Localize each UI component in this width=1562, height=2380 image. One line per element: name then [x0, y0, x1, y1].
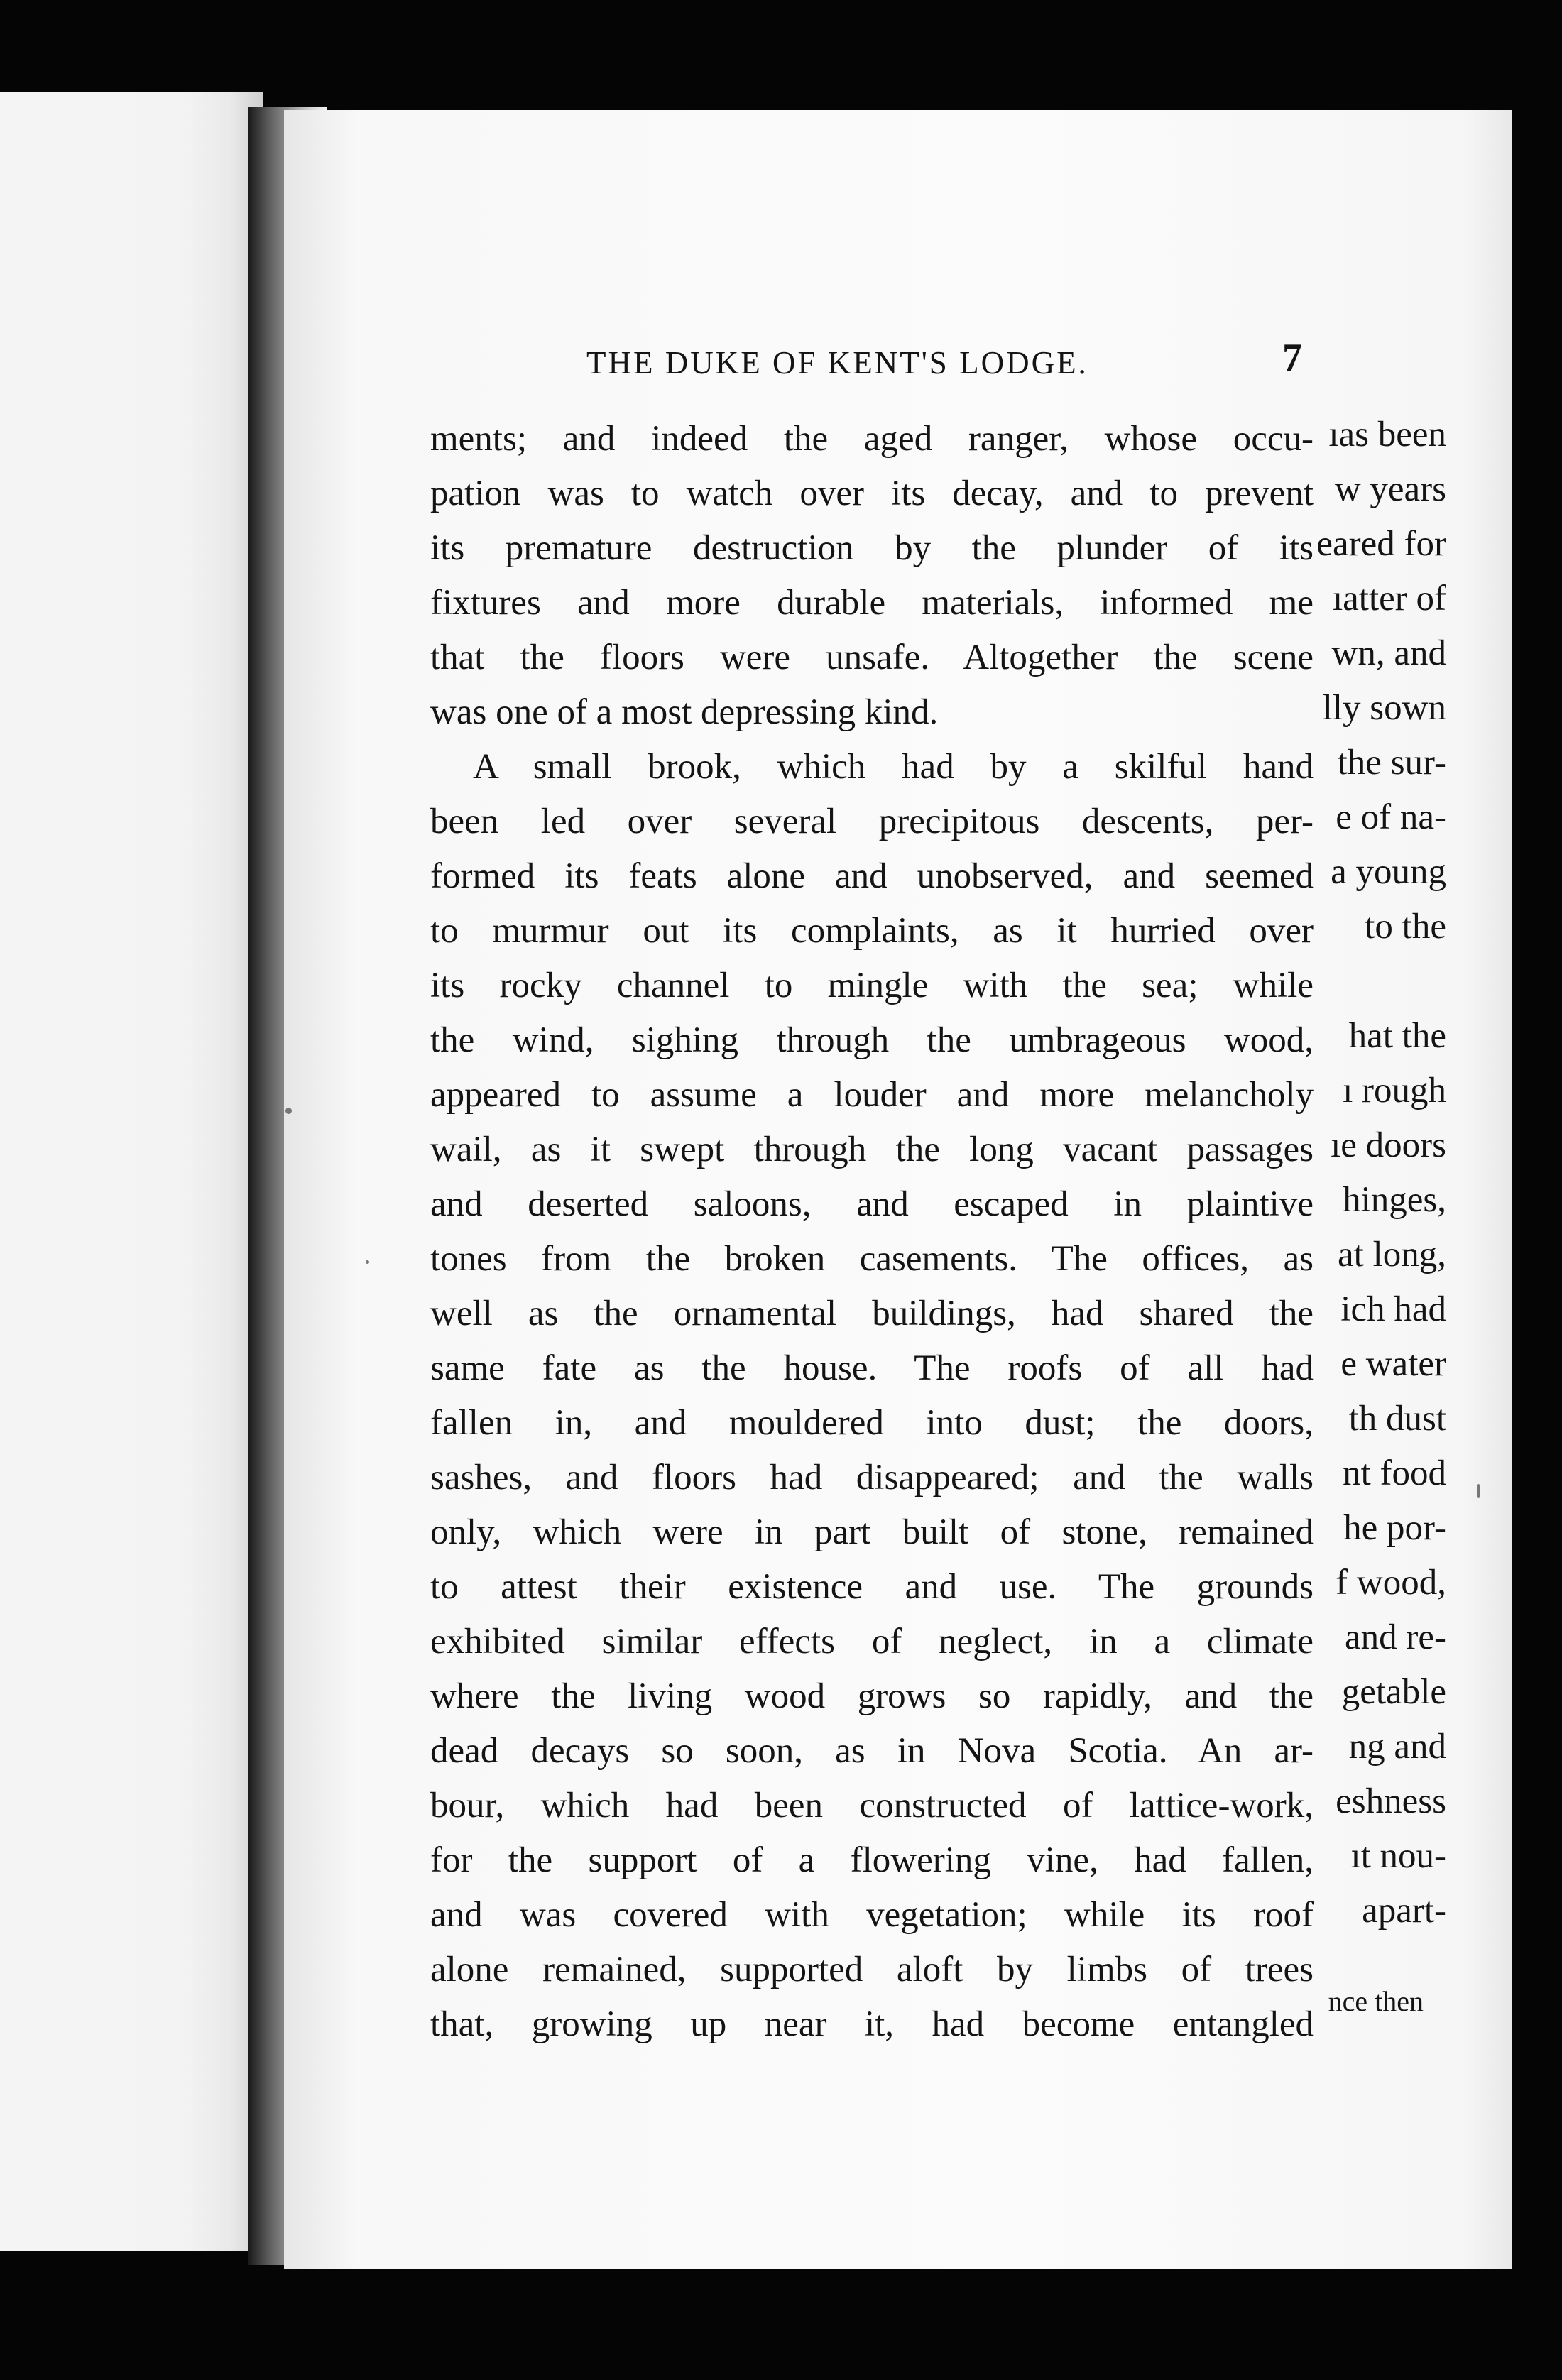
body-text-line: the wind, sighing through the umbrageous wood,	[430, 1020, 1314, 1060]
previous-page-line: ıt nou-	[1350, 1836, 1446, 1876]
body-text-line: ments; and indeed the aged ranger, whose occu-	[430, 419, 1314, 459]
body-text-line: same fate as the house. The roofs of all had	[430, 1348, 1314, 1388]
previous-page-line: apart-	[1362, 1891, 1446, 1931]
body-text-line: been led over several precipitous descents, per-	[430, 802, 1314, 841]
body-text-line: fixtures and more durable materials, informed me	[430, 583, 1314, 623]
body-text-line: only, which were in part built of stone, remained	[430, 1512, 1314, 1552]
previous-page-line: hinges,	[1343, 1180, 1446, 1220]
previous-page-line: wn, and	[1331, 633, 1446, 673]
body-text-line: bour, which had been constructed of lattice-work,	[430, 1786, 1314, 1825]
body-text-line: sashes, and floors had disappeared; and the walls	[430, 1458, 1314, 1497]
previous-page-line: ich had	[1340, 1289, 1446, 1329]
body-text-line: dead decays so soon, as in Nova Scotia. An ar-	[430, 1731, 1314, 1771]
print-speck	[366, 1260, 369, 1264]
previous-page-line: lly sown	[1322, 688, 1446, 728]
previous-page-line: a young	[1331, 852, 1446, 892]
body-text-line: tones from the broken casements. The offices, as	[430, 1239, 1314, 1279]
body-text-line: exhibited similar effects of neglect, in a climate	[430, 1622, 1314, 1661]
previous-page-line: ıas been	[1328, 415, 1446, 454]
previous-page-line: w years	[1334, 469, 1446, 509]
previous-page-line: f wood,	[1336, 1563, 1446, 1603]
previous-page-line: ı rough	[1343, 1071, 1446, 1110]
body-text-line: and was covered with vegetation; while its roof	[430, 1895, 1314, 1935]
body-text-line: well as the ornamental buildings, had shared the	[430, 1294, 1314, 1333]
previous-page-line: ıatter of	[1333, 579, 1446, 618]
body-text-line: to attest their existence and use. The grounds	[430, 1567, 1314, 1607]
body-text-line: its rocky channel to mingle with the sea; while	[430, 966, 1314, 1005]
previous-page-line: getable	[1341, 1672, 1446, 1712]
body-text-line: pation was to watch over its decay, and to prevent	[430, 474, 1314, 513]
body-text-line: alone remained, supported aloft by limbs of trees	[430, 1950, 1314, 1989]
body-text-line: that, growing up near it, had become entangled	[430, 2004, 1314, 2044]
previous-page-line: hat the	[1348, 1016, 1446, 1056]
previous-page-line: e water	[1340, 1344, 1446, 1384]
body-text-line: fallen in, and mouldered into dust; the doors,	[430, 1403, 1314, 1443]
body-text-line: its premature destruction by the plunder of its	[430, 528, 1314, 568]
body-text-line: formed its feats alone and unobserved, and seemed	[430, 856, 1314, 896]
previous-page-line: e of na-	[1336, 797, 1446, 837]
print-speck	[285, 1108, 292, 1114]
body-text-line: A small brook, which had by a skilful hand	[473, 747, 1314, 787]
previous-page-line: ng and	[1348, 1727, 1446, 1767]
previous-page-line: ıe doors	[1331, 1125, 1446, 1165]
previous-page-line: eshness	[1336, 1781, 1446, 1821]
previous-page-line: eared for	[1316, 524, 1446, 564]
body-text-line: wail, as it swept through the long vacant passages	[430, 1130, 1314, 1169]
previous-page-line: at long,	[1338, 1235, 1446, 1274]
previous-page-line: th dust	[1348, 1399, 1446, 1439]
previous-page	[0, 92, 263, 2251]
running-head: THE DUKE OF KENT'S LODGE.	[586, 345, 1088, 381]
previous-page-line: to the	[1365, 907, 1446, 946]
body-text-line: was one of a most depressing kind.	[430, 692, 939, 732]
previous-page-line: he por-	[1343, 1508, 1446, 1548]
body-text-line: appeared to assume a louder and more melancholy	[430, 1075, 1314, 1115]
page-number: 7	[1282, 336, 1302, 380]
previous-page-footnote: nce then	[1328, 1985, 1424, 2017]
print-speck	[1477, 1484, 1480, 1498]
body-text-line: for the support of a flowering vine, had fallen,	[430, 1840, 1314, 1880]
body-text-line: where the living wood grows so rapidly, and the	[430, 1676, 1314, 1716]
previous-page-line: the sur-	[1337, 743, 1446, 782]
previous-page-line: and re-	[1345, 1617, 1446, 1657]
body-text-line: to murmur out its complaints, as it hurried over	[430, 911, 1314, 951]
body-text-line: and deserted saloons, and escaped in plaintive	[430, 1184, 1314, 1224]
previous-page-line: nt food	[1343, 1453, 1446, 1493]
body-text-line: that the floors were unsafe. Altogether the scene	[430, 638, 1314, 677]
